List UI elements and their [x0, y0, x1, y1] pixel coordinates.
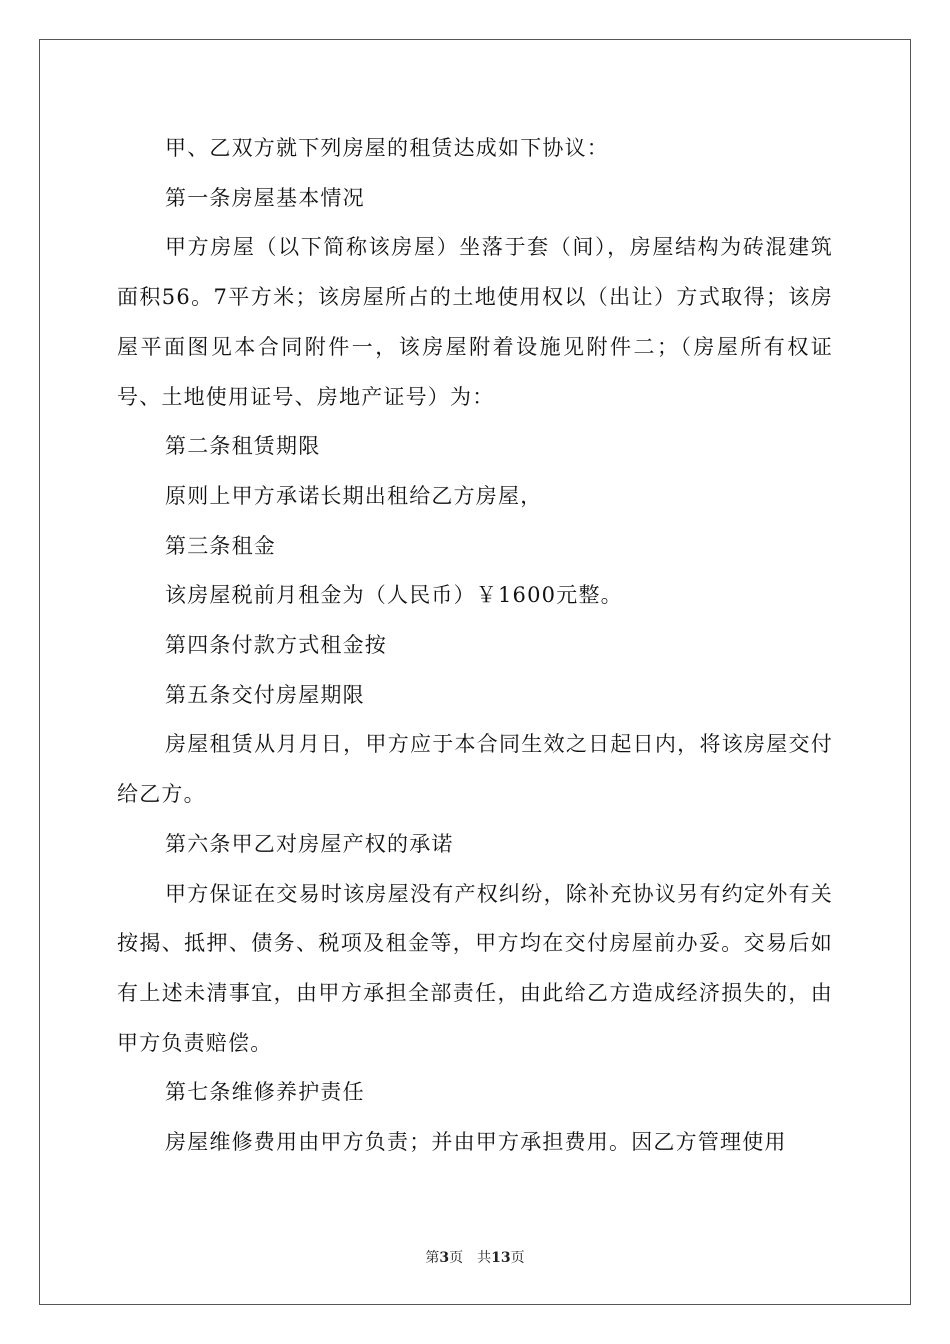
paragraph-article-6: 甲方保证在交易时该房屋没有产权纠纷，除补充协议另有约定外有关按揭、抵押、债务、税项及租金等，甲方均在交付房屋前办妥。交易后如有上述未清事宜，由甲方承担全部责任，由此给乙方造成经济损失的，由甲方负责赔偿。 [117, 881, 833, 1055]
paragraph-article-1: 甲方房屋（以下简称该房屋）坐落于套（间），房屋结构为砖混建筑面积56。7平方米；该房屋所占的土地使用权以（出让）方式取得；该房屋平面图见本合同附件一，该房屋附着设施见附件二；（房屋所有权证号、土地使用证号、房地产证号）为： [117, 235, 833, 409]
page-unit: 页 [449, 1250, 464, 1266]
paragraph-article-7: 房屋维修费用由甲方负责；并由甲方承担费用。因乙方管理使用 [165, 1130, 787, 1155]
heading-article-7: 第七条维修养护责任 [165, 1080, 365, 1105]
heading-article-1: 第一条房屋基本情况 [165, 185, 365, 210]
heading-article-2: 第二条租赁期限 [165, 434, 321, 459]
total-unit: 页 [510, 1250, 525, 1266]
document-body [117, 124, 833, 1168]
paragraph-intro: 甲、乙双方就下列房屋的租赁达成如下协议： [165, 136, 609, 160]
heading-article-4: 第四条付款方式租金按 [165, 633, 387, 658]
page-number-total: 13 [491, 1250, 511, 1266]
heading-article-6: 第六条甲乙对房屋产权的承诺 [165, 831, 454, 856]
total-prefix: 共 [477, 1250, 492, 1266]
page-number-current: 3 [439, 1250, 450, 1266]
paragraph-article-3: 该房屋税前月租金为（人民币）￥1600元整。 [165, 583, 623, 608]
heading-article-3: 第三条租金 [165, 533, 276, 558]
paragraph-article-2: 原则上甲方承诺长期出租给乙方房屋， [165, 483, 543, 508]
paragraph-article-5: 房屋租赁从月月日，甲方应于本合同生效之日起日内，将该房屋交付给乙方。 [117, 732, 833, 807]
heading-article-5: 第五条交付房屋期限 [165, 682, 365, 707]
page-footer [0, 1247, 950, 1267]
page-prefix: 第 [425, 1250, 440, 1266]
